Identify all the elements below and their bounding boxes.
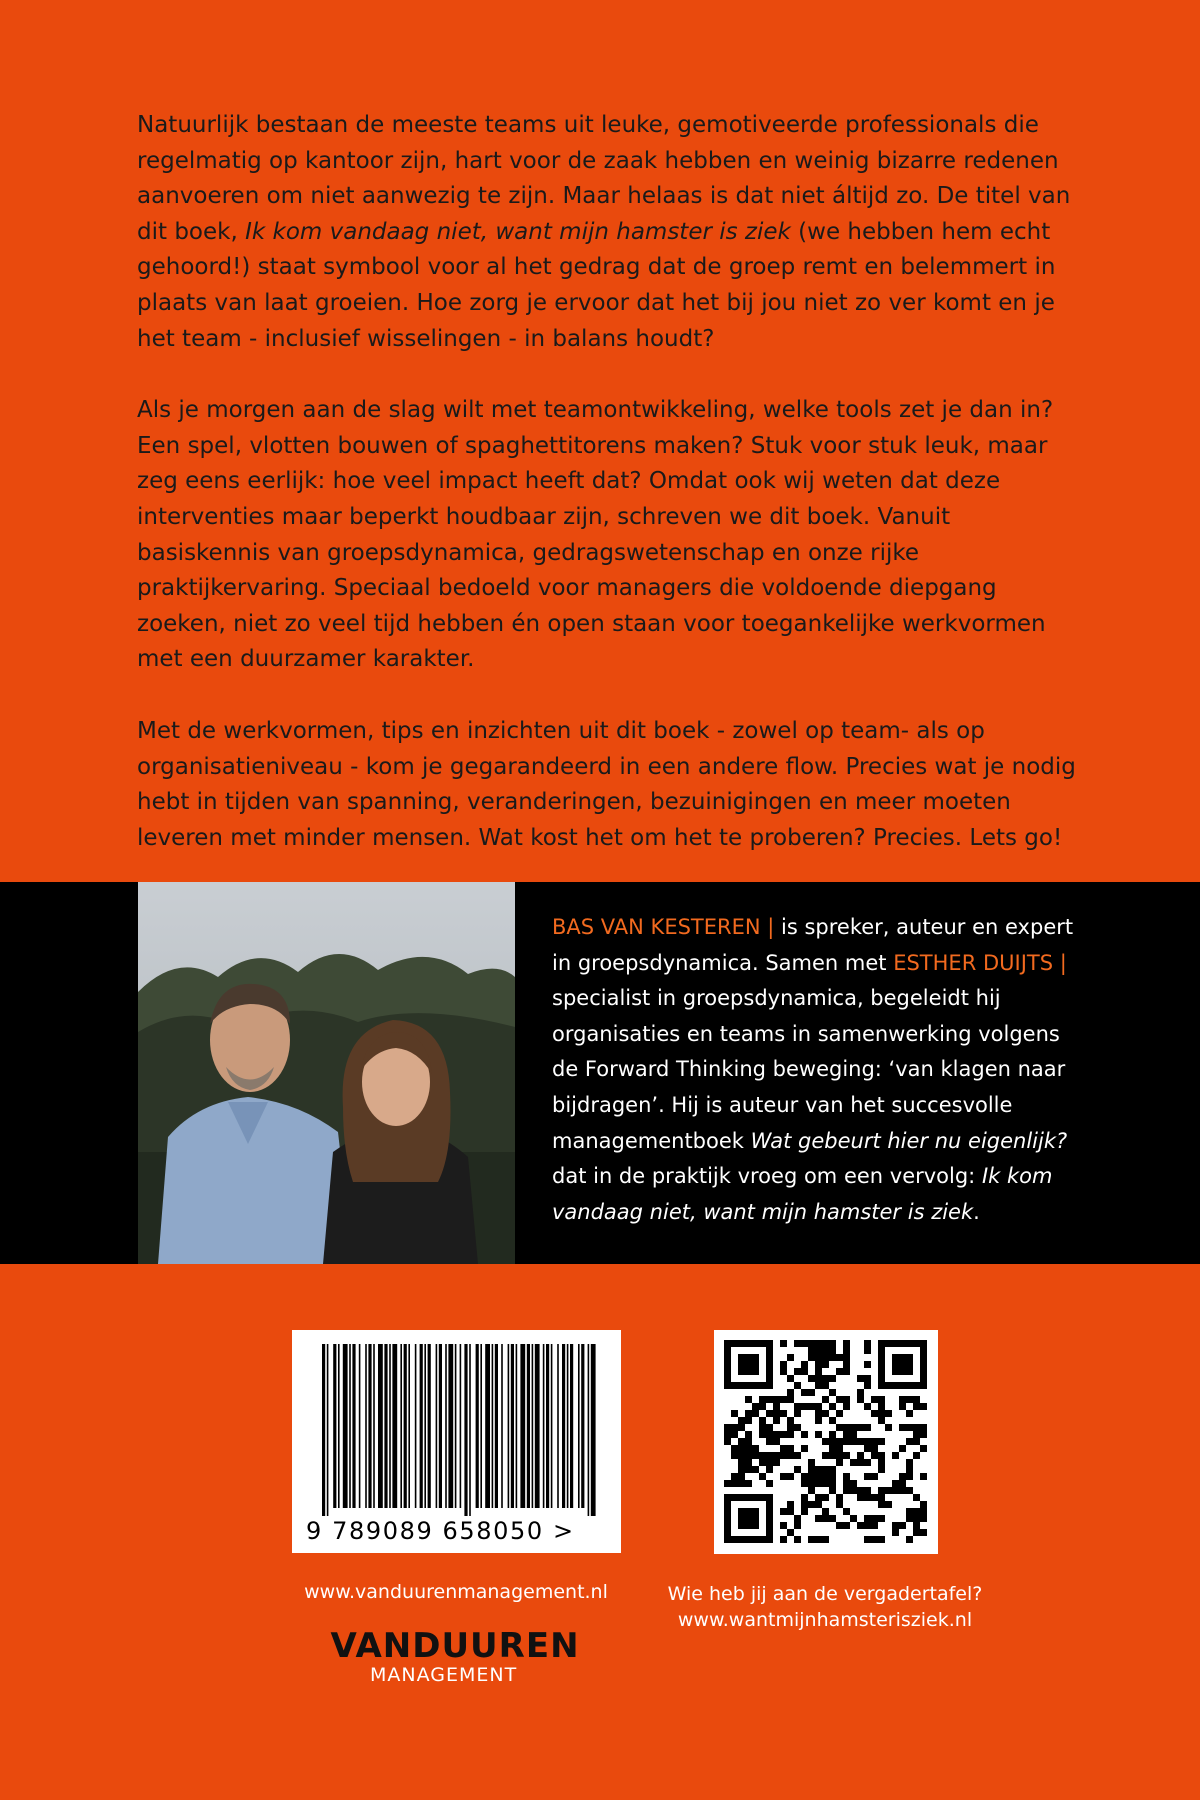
bio-text: .: [973, 1199, 980, 1224]
publisher-logo: [330, 1626, 580, 1688]
previous-book-title: Wat gebeurt hier nu eigenlijk?: [750, 1128, 1068, 1153]
blurb-text: (we hebben hem echt gehoord!) staat symbool voor al het gedrag dat de groep remt en belemmert in plaats van laat groeien. Hoe zorg je ervoor dat het bij jou niet zo ver komt en je het team - inclusief wisselingen - in balans houdt?: [137, 218, 1056, 352]
logo-subtitle: MANAGEMENT: [370, 1664, 518, 1686]
blurb-text: Natuurlijk bestaan de meeste teams uit leuke, gemotiveerde professionals die regelmatig op kantoor zijn, hart voor de zaak hebben en weinig bizarre redenen aanvoeren om niet aanwezig te zijn. Maar helaas is dat niet áltijd zo. De titel van dit boek,: [137, 112, 1071, 245]
blurb-paragraph-3: Met de werkvormen, tips en inzichten uit dit boek - zowel op team- als op organisatieniveau - kom je gegarandeerd in een andere flow. Precies wat je nodig hebt in tijden van spanning, veranderingen, bezuinigingen en meer moeten leveren met minder mensen. Wat kost het om het te proberen? Precies. Lets go!: [137, 717, 1076, 851]
bio-text: specialist in groepsdynamica, begeleidt hij organisaties en teams in samenwerking volgens de Forward Thinking beweging: ‘van klagen naar bijdragen’. Hij is auteur van het succesvolle managementboek: [552, 986, 1066, 1153]
blurb-paragraph-2: Als je morgen aan de slag wilt met teamontwikkeling, welke tools zet je dan in? Een spel, vlotten bouwen of spaghettitorens maken? Stuk voor stuk leuk, maar zeg eens eerlijk: hoe veel impact heeft dat? Omdat ook wij weten dat deze interventies maar beperkt houdbaar zijn, schreven we dit boek. Vanuit basiskennis van groepsdynamica, gedragswetenschap en onze rijke praktijkervaring. Speciaal bedoeld voor managers die voldoende diepgang zoeken, niet zo veel tijd hebben én open staan voor toegankelijke werkvormen met een duurzamer karakter.: [137, 397, 1054, 673]
book-title: Ik kom vandaag niet, want mijn hamster is ziek: [552, 1164, 1053, 1224]
qr-caption: [650, 1581, 1000, 1633]
publisher-url[interactable]: www.vanduurenmanagement.nl: [304, 1581, 608, 1603]
bio-text: is spreker, auteur en expert in groepsdynamica. Samen met: [552, 915, 1074, 975]
question-text: Wie heb jij aan de vergadertafel?: [667, 1583, 983, 1605]
bio-text: dat in de praktijk vroeg om een vervolg:: [552, 1164, 982, 1189]
isbn-digits: 9 789089 658050 >: [306, 1517, 575, 1545]
barcode: [292, 1330, 621, 1553]
book-title-inline: Ik kom vandaag niet, want mijn hamster is ziek: [245, 218, 791, 245]
blurb-paragraph-1: [137, 108, 1077, 357]
blurb: [137, 108, 1077, 892]
qr-code[interactable]: [714, 1330, 938, 1554]
author-photo: [138, 882, 515, 1264]
logo-wordmark: VANDUUREN: [330, 1626, 580, 1666]
author-bio: [552, 910, 1092, 1230]
author-name-bas: BAS VAN KESTEREN |: [552, 915, 775, 939]
author-name-esther: ESTHER DUIJTS |: [893, 950, 1067, 975]
qr-code-icon: [714, 1330, 938, 1554]
book-url[interactable]: www.wantmijnhamsterisziek.nl: [677, 1609, 973, 1631]
